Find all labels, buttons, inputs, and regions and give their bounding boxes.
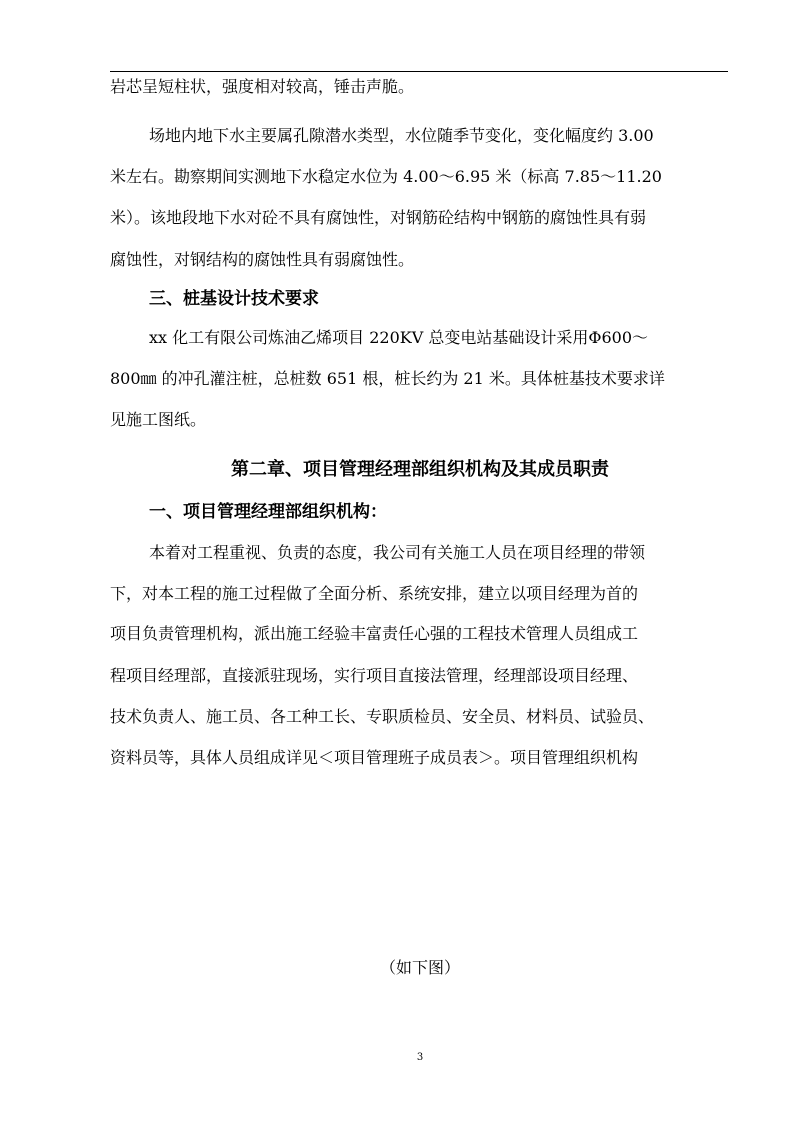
page-number: 3 xyxy=(416,1052,424,1063)
paragraph-line: 技术负责人、施工员、各工种工长、专职质检员、安全员、材料员、试验员、 xyxy=(110,707,655,726)
figure-caption: （如下图） xyxy=(379,958,460,977)
paragraph-line: 程项目经理部，直接派驻现场，实行项目直接法管理，经理部设项目经理、 xyxy=(110,666,639,685)
paragraph-line: 场地内地下水主要属孔隙潜水类型，水位随季节变化，变化幅度约 3.00 xyxy=(149,126,654,145)
paragraph-line: 资料员等，具体人员组成详见＜项目管理班子成员表＞。项目管理组织机构 xyxy=(110,748,639,767)
section-heading-organization: 一、项目管理经理部组织机构： xyxy=(149,502,387,522)
paragraph-line: 米）。该地段地下水对砼不具有腐蚀性，对钢筋砼结构中钢筋的腐蚀性具有弱 xyxy=(110,208,647,227)
paragraph-line: 见施工图纸。 xyxy=(110,410,207,429)
paragraph-line: 米左右。勘察期间实测地下水稳定水位为 4.00～6.95 米（标高 7.85～11.20 xyxy=(110,167,662,186)
paragraph-line: 本着对工程重视、负责的态度，我公司有关施工人员在项目经理的带领 xyxy=(149,543,646,562)
section-heading-pile-design: 三、桩基设计技术要求 xyxy=(149,289,319,309)
paragraph-line: 800㎜ 的冲孔灌注桩，总桩数 651 根，桩长约为 21 米。具体桩基技术要求详 xyxy=(110,369,665,388)
paragraph-line: 项目负责管理机构，派出施工经验丰富责任心强的工程技术管理人员组成工 xyxy=(110,624,639,643)
paragraph-line: 腐蚀性，对钢结构的腐蚀性具有弱腐蚀性。 xyxy=(110,250,415,269)
paragraph-line: xx 化工有限公司炼油乙烯项目 220KV 总变电站基础设计采用Φ600～ xyxy=(149,328,649,347)
paragraph-line: 岩芯呈短柱状，强度相对较高，锤击声脆。 xyxy=(110,77,415,96)
chapter-title: 第二章、项目管理经理部组织机构及其成员职责 xyxy=(231,459,609,480)
header-rule xyxy=(110,71,728,72)
paragraph-line: 下，对本工程的施工过程做了全面分析、系统安排，建立以项目经理为首的 xyxy=(110,584,639,603)
